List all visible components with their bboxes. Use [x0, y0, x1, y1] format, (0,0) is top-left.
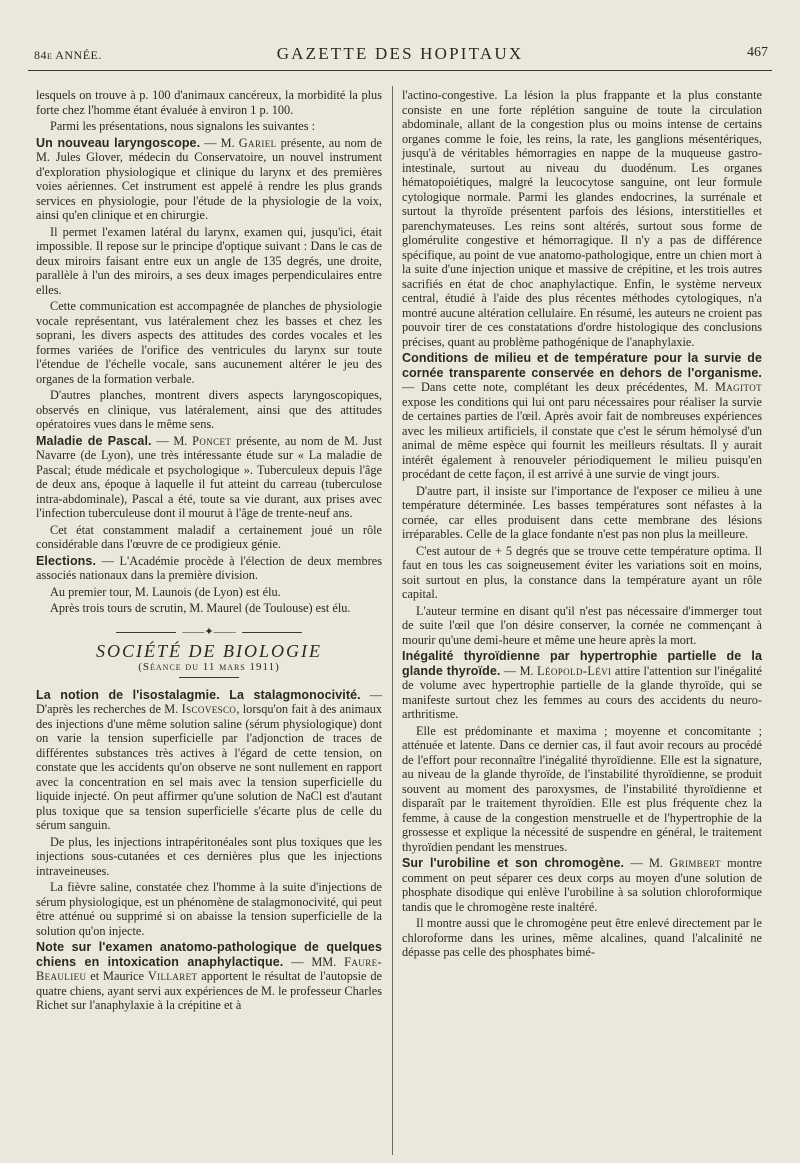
section-subtitle: (Séance du 11 mars 1911) — [138, 661, 280, 673]
paragraph: Après trois tours de scrutin, M. Maurel (de Toulouse) est élu. — [50, 601, 351, 615]
right-column — [402, 88, 762, 962]
article-laryngoscope: Un nouveau laryngoscope. — M. Gariel présente, au nom de M. Jules Glover, médecin du Conservatoire, un nouvel instrument d'exploration physiologique et clinique du larynx et des premières voies aériennes. Cet instrument est appelé à rendre les plus grands services en physiologie, pour l'étude de la physiologie de la voix, ainsi qu'en clinique et en chirurgie. — [36, 135, 383, 222]
article-elections: Elections. — L'Académie procède à l'élection de deux membres associés nationaux dans la première division. — [36, 553, 382, 582]
paragraph: Parmi les présentations, nous signalons les suivantes : — [50, 119, 316, 133]
paragraph: De plus, les injections intrapéritonéales sont plus toxiques que les injections sous-cutanées et ces dernières plus que les injections intraveineuses. — [36, 834, 382, 878]
ornamental-divider — [36, 624, 382, 640]
volume-label: 84e ANNÉE. — [34, 48, 102, 62]
author-name: Villaret — [147, 969, 198, 983]
article-heading: La notion de l'isostalagmie. La stalagmonocivité. — [36, 687, 361, 702]
paragraph: l'actino-congestive. La lésion la plus frappante et la plus constante consiste en une forte réplétion sanguine de toute la circulation abdominale, allant de la congestion plus ou moins intense de certains organes comme le foie, les reins, la rate, les ganglions mésentériques, jusqu'à de véritables hémorragies en nappe de la muqueuse gastro-intestinale, surtout au niveau du duodénum. Les organes hématopoiétiques, malgré la leucocytose sanguine, ont leur formule cytologique normale. Parmi les glandes endocrines, la surrénale et surtout la thyroïde présentent parfois des lésions, interstitielles et parenchymateuses. Les reins sont altérés, surtout sous forme de glomérulite congestive et hémorragique. Il n'y a pas de différence spécifique, au point de vue anatomo-pathologique, entre un chien mort à la suite d'une injection unique et massive de crépitine, et les trois autres sacrifiés en état de choc anaphylactique. Enfin, le système nerveux central, étudié à l'aide des plus récentes méthodes cytologiques, n'a montré aucune altération cellulaire. En résumé, les auteurs ne croient pas pouvoir tirer de ces constatations d'ordre histologique des conclusions précises, quant au problème pathogénique de l'anaphylaxie. — [402, 88, 762, 349]
running-header — [28, 44, 772, 66]
article-heading: Sur l'urobiline et son chromogène. — [402, 856, 625, 870]
article-anaphylaxie: Note sur l'examen anatomo-pathologique de quelques chiens en intoxication anaphylactique. — MM. Faure-Beaulieu et Maurice Villaret apportent le résultat de l'autopsie de quatre chiens, ayant servi aux expériences de M. le professeur Charles Richet sur l'anaphylaxie à la crépitine et à — [36, 940, 382, 1012]
journal-title: GAZETTE DES HOPITAUX — [276, 44, 524, 63]
author-name: Magitot — [714, 380, 762, 394]
article-heading: Un nouveau laryngoscope. — [36, 135, 201, 150]
paragraph: Cette communication est accompagnée de planches de physiologie vocale représentant, vus latéralement chez les basses et chez les soprani, les divers aspects des attitudes des cordes vocales et les formes variées de l'orifice des ventricules du larynx sur toute l'étendue de l'échelle vocale, sans aucunement altérer le jeu des organes de la formation verbale. — [36, 299, 382, 386]
author-name: Faure-Beaulieu — [36, 954, 382, 983]
article-cornee: Conditions de milieu et de température pour la survie de cornée transparente conservée en dehors de l'organisme. — Dans cette note, complétant les deux précédentes, M. Magitot expose les conditions qui lui ont paru nécessaires pour réaliser la survie de certaines parties de l'œil. Après avoir fait de nombreuses expériences avec les milieux artificiels, il constate que c'est le sérum hémolysé d'un animal de même espèce qui fournit les meilleurs résultats. Il y aurait intérêt également à renouveler périodiquement le milieu puisqu'en procédant de cette façon, il est arrivé à une survie de vingt jours. — [402, 351, 762, 481]
paragraph: Il montre aussi que le chromogène peut être enlevé directement par le chloroforme dans les urines, même alcalines, quand l'alcalinité ne dépasse pas celle des phosphates bimé- — [402, 916, 762, 959]
article-heading: Conditions de milieu et de température pour la survie de cornée transparente conservée en dehors de l'organisme. — [402, 351, 762, 380]
author-name: Grimbert — [669, 856, 721, 870]
page-number: 467 — [747, 45, 768, 60]
paragraph: Au premier tour, M. Launois (de Lyon) est élu. — [50, 584, 281, 599]
column-divider — [392, 86, 393, 1155]
article-heading: Inégalité thyroïdienne par hypertrophie partielle de la glande thyroïde. — [402, 649, 762, 678]
small-rule — [179, 677, 239, 678]
paragraph: D'autre part, il insiste sur l'importance de l'exposer ce milieu à une température déterminée. Les basses températures sont néfastes à la cornée, car elles produisent dans cette membrane des lésions irréparables. Celle de la glace fondante n'est pas non plus la meilleure. — [402, 483, 762, 541]
section-title: SOCIÉTÉ DE BIOLOGIE — [96, 640, 322, 661]
header-rule — [28, 70, 772, 71]
paragraph: Il permet l'examen latéral du larynx, examen qui, jusqu'ici, était impossible. Il repose sur le principe d'optique suivant : Dans le cas de deux miroirs faisant entre eux un angle de 135 degrés, une droite, parallèle à l'un des miroirs, a ses deux images perpendiculaires entre elles. — [36, 224, 382, 297]
article-heading: Note sur l'examen anatomo-pathologique de quelques chiens en intoxication anaphylactique. — [36, 940, 382, 969]
ornament-glyph: ——✦—— — [176, 626, 241, 638]
article-isostalagmie: La notion de l'isostalagmie. La stalagmonocivité. — D'après les recherches de M. Iscovesco, lorsqu'on fait à des animaux des injections d'une même solution saline (sérum physiologique) dont on varie la tension superficielle par l'adjonction de traces de différentes substances très actives à l'égard de cette tension, on constate que les accidents qu'on observe ne sont nullement en rapport avec la concentration en sel mais avec la tension superficielle du liquide injecté. On peut affirmer qu'une solution de NaCl est d'autant plus toxique que sa tension superficielle s'écarte plus de celle du sérum sanguin. — [36, 687, 383, 832]
author-name: Gariel — [238, 135, 277, 150]
paragraph: La fièvre saline, constatée chez l'homme à la suite d'injections de sérum physiologique, est un phénomène de stalagmonocivité, qui peut être atténué ou supprimé si on abaisse la tension superficielle de la solution qu'on injecte. — [36, 880, 382, 938]
article-pascal: Maladie de Pascal. — M. Poncet présente, au nom de M. Just Navarre (de Lyon), une très intéressante étude sur « La maladie de Pascal; étude médicale et psychologique ». Tuberculeux depuis l'âge de deux ans, époque à laquelle il fut atteint du carreau (tuberculose intra-abdominale), Pascal a été, toute sa vie durant, aux prises avec l'infection tuberculeuse dont il mourut à l'âge de trente-neuf ans. — [36, 433, 382, 520]
paragraph: D'autres planches, montrent divers aspects laryngoscopiques, observés en clinique, vus latéralement, ainsi que des attitudes opératoires vues dans le même sens. — [36, 388, 382, 431]
article-urobiline: Sur l'urobiline et son chromogène. — M. Grimbert montre comment on peut séparer ces deux corps au moyen d'une solution de phosphate disodique qui enlève l'urobiline à sa solution chloroformique tandis que le chromogène reste inaltéré. — [402, 856, 762, 914]
article-heading: Maladie de Pascal. — [36, 433, 152, 448]
paragraph: Cet état constamment maladif a certainement joué un rôle considérable dans l'œuvre de ce prodigieux génie. — [36, 522, 382, 551]
article-heading: Elections. — [36, 553, 97, 568]
left-column — [36, 88, 382, 1015]
paragraph: C'est autour de + 5 degrés que se trouve cette température optima. Il faut en tous les cas soigneusement éviter les variations soit en moins, soit surtout en plus, la constance dans la température ayant un rôle capital. — [402, 543, 762, 601]
paragraph: lesquels on trouve à p. 100 d'animaux cancéreux, la morbidité la plus forte chez l'homme étant évaluée à environ 1 p. 100. — [36, 88, 382, 117]
paragraph: Elle est prédominante et maxima ; moyenne et concomitante ; atténuée et latente. Dans ce dernier cas, il faut avoir recours au procédé de l'effort pour reconnaître l'inégalité thyroïdienne. Elle est la signature, au niveau de la glande thyroïde, de l'instabilité thyroïdienne, se produit souvent au moment des paroxysmes, de l'instabilité thyroïdienne et disparaît par le traitement thyroïdien. Elle est plus fréquente chez la femme, à cause de la congestion menstruelle et de l'hypertrophie de la grossesse et explique la nécessité de suspendre en général, le traitement thyroïdien pendant les menstrues. — [402, 723, 762, 854]
author-name: Poncet — [192, 433, 232, 448]
author-name: Iscovesco — [181, 702, 237, 716]
paragraph: L'auteur termine en disant qu'il n'est pas nécessaire d'immerger tout de suite l'œil que l'on désire conserver, la cornée ne commençant à mourir qu'une demi-heure et même une heure après la mort. — [402, 603, 762, 647]
author-name: Léopold-Lévi — [537, 663, 612, 678]
article-thyroide: Inégalité thyroïdienne par hypertrophie partielle de la glande thyroïde. — M. Léopold-Lévi attire l'attention sur l'inégalité de volume avec hypertrophie partielle de la glande thyroïde, qui se manifeste surtout chez les femmes au cours des accidents du neuro-arthritisme. — [402, 649, 763, 721]
